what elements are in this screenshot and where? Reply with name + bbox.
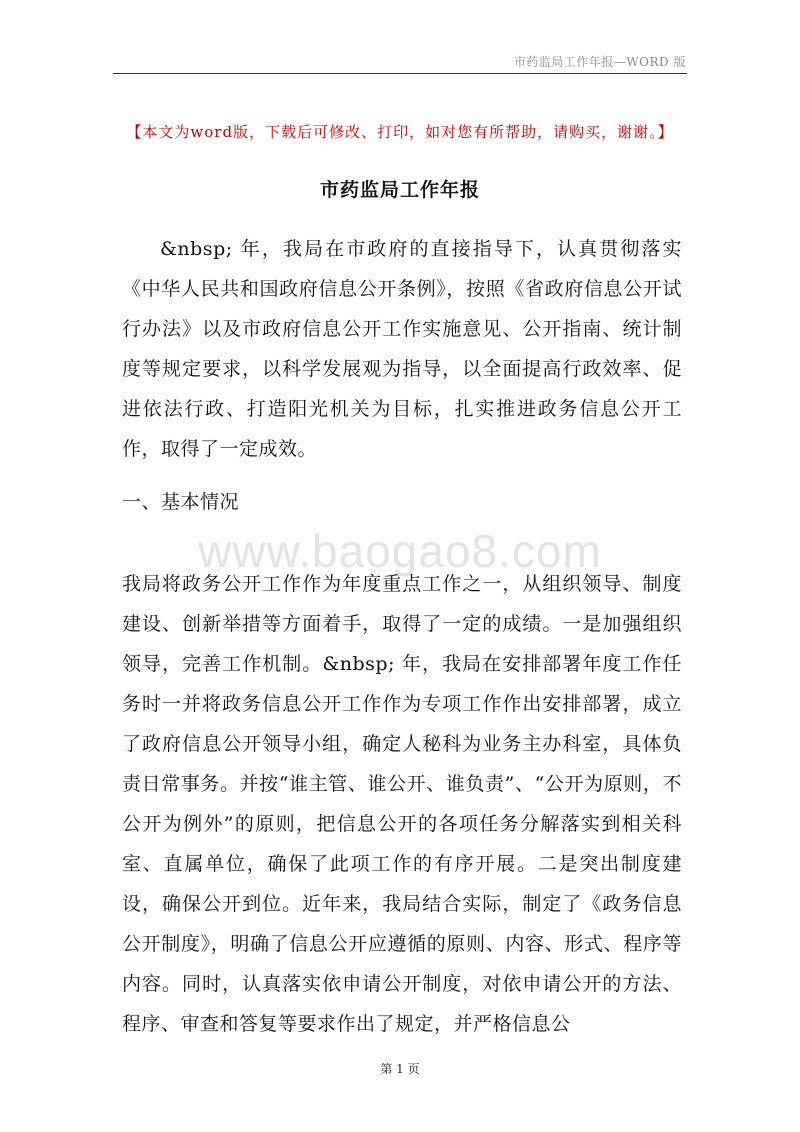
document-title: 市药监局工作年报	[319, 179, 480, 201]
body-paragraph: 我局将政务公开工作作为年度重点工作之一，从组织领导、制度建设、创新举措等方面着手，取得了一定的成绩。一是加强组织领导，完善工作机制。&nbsp; 年，我局在安排部署年度工作任务时一并将政务信息公开工作作为专项工作作出安排部署，成立了政府信息公开领导小组，确定人秘科为业务主办科室，具体负责日常事务。并按“谁主管、谁公开、谁负责”、“公开为原则，不公开为例外”的原则，把信息公开的各项任务分解落实到相关科室、直属单位，确保了此项工作的有序开展。二是突出制度建设，确保公开到位。近年来，我局结合实际，制定了《政务信息公开制度》，明确了信息公开应遵循的原则、内容、形式、程序等内容。同时，认真落实依申请公开制度，对依申请公开的方法、程序、审查和答复等要求作出了规定，并严格信息公	[122, 573, 682, 1035]
page-number: 第 1 页	[380, 1062, 420, 1076]
running-header: 市药监局工作年报—WORD 版	[513, 55, 686, 69]
header-divider	[113, 73, 687, 74]
section-heading-basic-situation: 一、基本情况	[122, 491, 240, 513]
download-notice: 【本文为word版，下载后可修改、打印，如对您有所帮助，请购买，谢谢。】	[126, 123, 674, 141]
watermark: www.baogao8.com	[198, 525, 602, 577]
intro-paragraph: &nbsp; 年，我局在市政府的直接指导下，认真贯彻落实《中华人民共和国政府信息公开条例》，按照《省政府信息公开试行办法》以及市政府信息公开工作实施意见、公开指南、统计制度等规定要求，以科学发展观为指导，以全面提高行政效率、促进依法行政、打造阳光机关为目标，扎实推进政务信息公开工作，取得了一定成效。	[122, 238, 682, 460]
